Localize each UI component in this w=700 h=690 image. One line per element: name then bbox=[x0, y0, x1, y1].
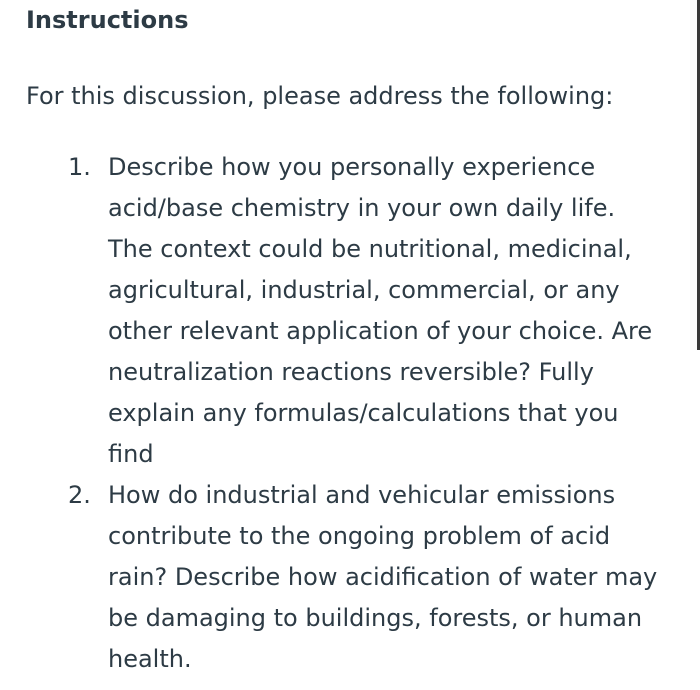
list-item bbox=[0, 147, 666, 475]
instructions-heading: Instructions bbox=[26, 6, 189, 34]
list-item-number: 1. bbox=[68, 153, 91, 181]
instruction-list bbox=[0, 147, 680, 680]
list-item bbox=[0, 475, 666, 680]
discussion-intro: For this discussion, please address the following: bbox=[26, 82, 614, 110]
list-item-number: 2. bbox=[68, 481, 91, 509]
list-item-text: How do industrial and vehicular emissions contribute to the ongoing problem of acid rain? Describe how acidification of water may be damaging to buildings, forests, or human health. bbox=[108, 481, 658, 673]
list-item-text: Describe how you personally experience acid/base chemistry in your own daily life. The context could be nutritional, medicinal, agricultural, industrial, commercial, or any other relevant application of your choice. Are neutralization reactions reversible? Fully explain any formulas/calculations that you find bbox=[108, 153, 653, 468]
